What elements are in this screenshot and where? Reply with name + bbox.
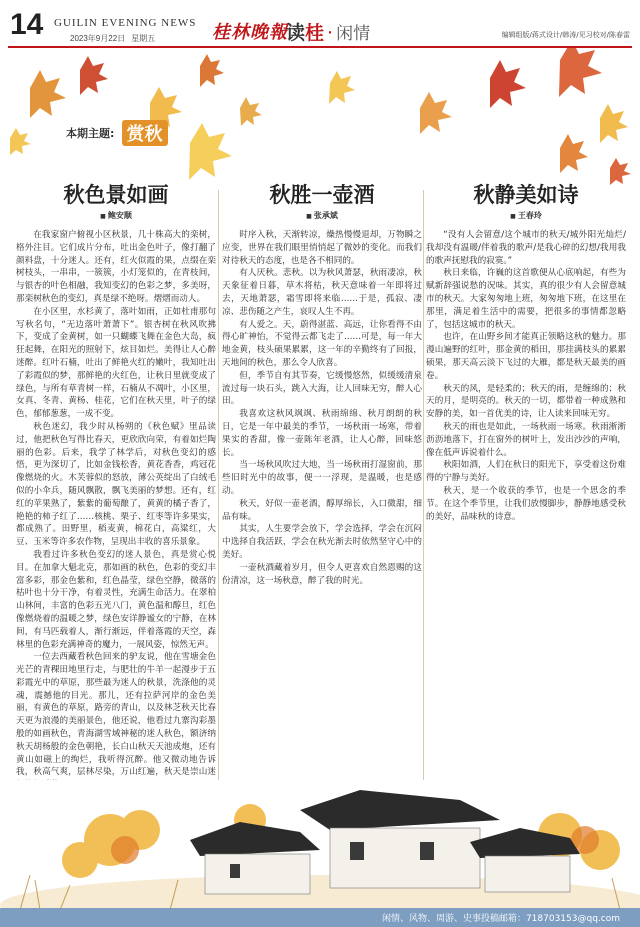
paragraph: 在小区里，水杉黄了，落叶如雨，正如杜甫那句写秋名句，“无边落叶萧萧下”。银杏树在秋风吹拂下，变成了金黄树，如一只蝴蝶飞舞在金色大岛，疯狂起舞，在阳光的照射下，炫目如烂。美得让人心醉迷醉。红叶石楠，吐出了鲜艳火红的嫩叶，我知吐出了彩霞似的梦，那鲜艳的火红色，让秋日里就变成了绿色，与所有草青树一样，石楠从不凋叶，小区里，女真、冬青、黄杨、桂花，它们在秋天里，叶子的绿色，郁郁葱葱，一成不变。 <box>16 306 216 420</box>
date-text: 2023年9月22日 <box>70 34 126 43</box>
submission-email-line: 闲情、风物、周游、史事投稿邮箱：718703153@qq.com <box>381 914 620 924</box>
article-body <box>426 229 626 523</box>
article-title: 秋色景如画 <box>63 183 169 207</box>
section-highlight: 桂 <box>305 22 325 44</box>
paragraph: 秋阳如酒，人们在秋日的阳光下，享受着这份难得的宁静与美好。 <box>426 460 626 484</box>
paragraph: “没有人会留意/这个城市的秋天/城外阳光灿烂/我却没有温暖/伴着我的歌声/是我心碎的幻想/我用我的歌声抚慰我的寂寞。” <box>426 230 626 266</box>
article-3 <box>426 180 626 523</box>
paragraph: 秋色迷幻，我少时从杨朔的《秋色赋》里品读过，他把秋色写得比春天，更欣欣向荣，有着如烂陶丽的色彩。后来，我学了林学后，对秋色变幻的感悟，更为深切了，比如金钱松香，黄花香香，鸡冠花像燃烧的火。木芙蓉似的怒放，薄公英绽出了白绒毛似的小伞兵，随风飘散，飘飞美丽的梦想。还有，红红的苹果熟了，紫紫的葡萄酿了，黄黄的橘子香了，艳艳的柿子红了……核桃、栗子、红枣等许多果实，都成熟了。田野里，稻麦黄，棉花白，高粱红，大豆、玉米等许多农作物，呈现出丰收的喜乐景象。 <box>16 421 216 548</box>
paragraph: 但，季节自有其节奏，它缓慢悠然，似缓缓清泉流过每一块石头，跳入大海，让人回味无穷，醉人心田。 <box>222 370 422 407</box>
article-1 <box>16 180 216 843</box>
paragraph: 秋日来临，许巍的这首歌便从心底响起，有些为赋新辞强说愁的况味。其实，真的很少有人会留意城市的秋天。大家匆匆地上班，匆匆地下班，在这里在那里，满足着生活中的需要，把很多的事情都忽略了，包括这城市的秋天。 <box>426 268 626 330</box>
section-suffix: 闲情 <box>336 24 371 44</box>
paragraph: 一壶秋酒藏着岁月，但令人更喜欢自然恩赐的这份清凉，这一场秋意，醉了我的时光。 <box>222 562 422 586</box>
paragraph: 有人厌秋。悲秋。以为秋风萧瑟，秋雨凄凉，秋天象征着日暮，草木将枯，秋天意味着一年即将过去，天地萧瑟，霜雪即将来临……于是，孤寂、凄凉、悲伤随之产生，哀叹人生不再。 <box>222 268 422 317</box>
paragraph: 其实，人生要学会放下，学会选择，学会在沉闷中选择自我活跃，学会在秋光渐去时依然坚守心中的美好。 <box>222 524 422 560</box>
weekday-text: 星期五 <box>131 34 156 43</box>
section-title <box>286 18 370 45</box>
section-prefix: 读 <box>286 22 306 44</box>
page-header <box>0 0 640 48</box>
column-divider <box>423 190 424 810</box>
article-body <box>16 229 216 843</box>
publication-date <box>64 33 155 44</box>
article-author: ■ 王春玲 <box>426 210 626 221</box>
issue-theme <box>66 120 168 145</box>
paragraph: 秋天的雨也是如此，一场秋雨一场寒。秋雨淅淅沥沥地落下，打在窗外的树叶上，发出沙沙的声响，像在低声诉说着什么。 <box>426 421 626 458</box>
article-title: 秋胜一壶酒 <box>269 183 375 207</box>
page-number: 14 <box>10 8 44 41</box>
paragraph: 当一场秋风吹过大地，当一场秋雨打湿窗前，那些旧时光中的故事，便一一浮现，是温暖，也是感动。 <box>222 460 422 496</box>
paragraph: 时序入秋，天渐转凉，燥热慢慢退却，万物瞬之应变，世界在我们眼里悄悄起了微妙的变化。而我们对待秋天的态度，也是各不相同的。 <box>222 230 422 266</box>
newspaper-logo: 桂林晚報 <box>212 22 288 43</box>
paragraph: 有人爱之。天，蔚得湛蓝、高远，让你看得不由得心旷神怡，不觉得云都飞走了……可是，每一年大地金黄，枝头硕果累累，这一年的辛勤终有了回报，天地间的秋色，那么令人欣喜。 <box>222 319 422 368</box>
article-body <box>222 229 422 587</box>
article-2 <box>222 180 422 587</box>
article-title: 秋静美如诗 <box>473 183 579 207</box>
column-divider <box>218 190 219 810</box>
section-dot: · <box>327 22 334 44</box>
maple-leaves-illustration <box>0 48 640 188</box>
paragraph: 一位去西藏看秋色回来的驴友说，他在雪塘金色光芒的青稞田地里行走，与肥壮的牛羊一起漫步于五彩霞光中的草原，那些最为迷人的秋景，洗涤他的灵魂，震撼他的目光。那儿，还有拉萨河岸的金色美丽，有黄色的草原，路旁的青山，以及林芝秋天比春天更为浪漫的美丽景色，他还说，他看过九寨沟彩墨般的如画秋色，青海湖雪域神秘的迷人秋色，额济纳秋天胡杨般的金色朝艳，长白山秋天天池成炮，还有黄山如磁上的绚烂，我听得沉醉。他又微动地告诉我，秋高气爽，层林尽染，万山红遍，秋天是崇山迷 <box>16 652 216 778</box>
paragraph: 也许，在山野乡间才能真正领略这秋的魅力。那漫山遍野的红叶，那金黄的稻田，那挂满枝头的累累硕果，那天高云淡下飞过的大雁，都是秋天最美的画卷。 <box>426 332 626 381</box>
article-author: ■ 鲍安顺 <box>16 210 216 221</box>
page-footer <box>0 908 640 927</box>
autumn-leaves-banner <box>0 48 640 188</box>
paragraph: 在我家窗户俯视小区秋景，几十株高大的栾树，格外注目。它们成片分布，吐出金色叶子，像打翻了颜料盘，十分迷人。还有，红火似霞的果，点缀在栾树枝头，一串串，一簇簇，小灯笼似的，在青枝间，与银杏的叶色相融，我知变幻的色彩之梦，多美呀，那栾树秋色的变幻，真是绿不绝呀。熠熠而动人。 <box>16 230 216 304</box>
paragraph: 秋天，是一个收获的季节，也是一个思念的季节。在这个季节里，让我们放慢脚步，静静地感受秋的美好，品味秋的诗意。 <box>426 485 626 522</box>
paragraph: 我看过许多秋色变幻的迷人景色，真是赏心悦目。在加拿大魁北克，那如画的秋色，色彩的变幻丰富多彩，那金色紫和，红色晶莹，绿色空静，微落的枯叶也十分干净，有着灵性，充满生命活力。在翠柏山林间，丰富的色彩五光八门，黄色温和醇旦，红色像燃烧着的温暖之梦，绿色安详静谧女的宁静，在林间，有马匹载着人，渐行渐远，伴着落霞的天空，森林里的色彩充满神奇的魔力，一展风姿，惊然无声。 <box>16 549 216 650</box>
publication-name: GUILIN EVENING NEWS <box>54 17 197 29</box>
article-author: ■ 张承斌 <box>222 210 422 221</box>
houses-and-trees-illustration <box>0 780 640 910</box>
village-scene-illustration <box>0 780 640 910</box>
paragraph: 秋天的风，是轻柔的；秋天的雨，是缠绵的；秋天的月，是明亮的。秋天的一切，都带着一种成熟和安静的美，如一首优美的诗，让人读来回味无穷。 <box>426 383 626 420</box>
paragraph: 我喜欢这秋风飒飒、秋雨绵绵、秋月朗朗的秋日，它是一年中最美的季节，一场秋雨一场寒，带着果实的香甜，像一壶陈年老酒，让人心醉，回味悠长。 <box>222 409 422 458</box>
theme-word: 赏秋 <box>122 120 168 146</box>
theme-label: 本期主题: <box>66 127 115 140</box>
paragraph: 秋天，好似一壶老酒，醇厚绵长，入口微甜，细品有味。 <box>222 498 422 522</box>
editor-credits: 编辑组版/蒋式设计/韩涛/见习校对/陈春雷 <box>501 31 630 39</box>
